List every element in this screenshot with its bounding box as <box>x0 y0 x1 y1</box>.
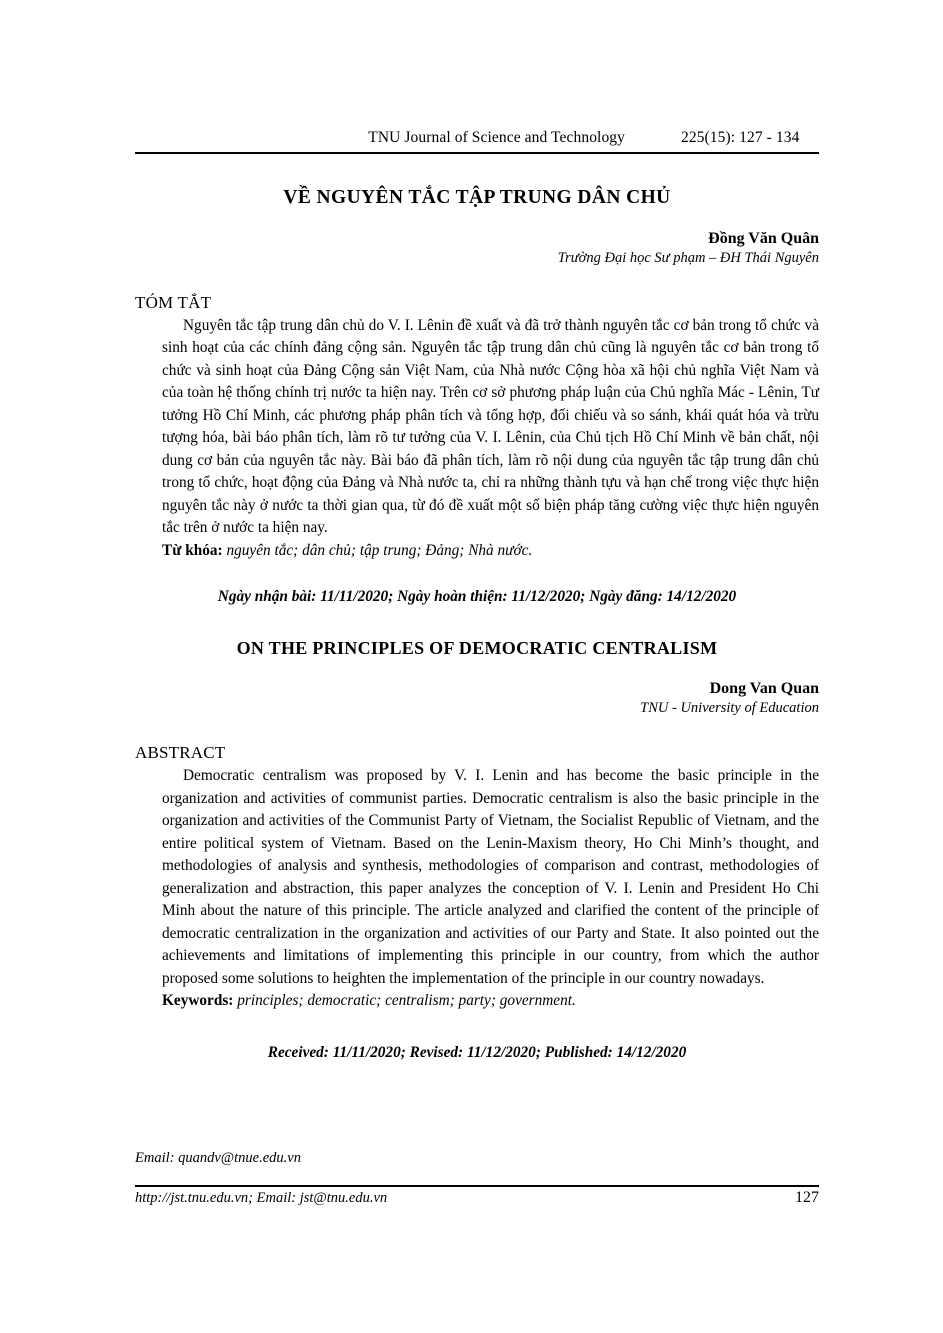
publication-dates-english: Received: 11/11/2020; Revised: 11/12/2020; Published: 14/12/2020 <box>267 1043 687 1061</box>
keywords-english-label: Keywords: <box>162 992 234 1010</box>
keywords-vietnamese-value: nguyên tắc; dân chủ; tập trung; Đảng; Nhà nước. <box>226 541 533 559</box>
keywords-english <box>162 990 819 1012</box>
journal-website-line: http://jst.tnu.edu.vn; Email: jst@tnu.edu.vn <box>135 1190 388 1206</box>
section-heading-abstract: ABSTRACT <box>135 743 226 763</box>
page-title-english: ON THE PRINCIPLES OF DEMOCRATIC CENTRALISM <box>236 638 718 659</box>
author-name-vietnamese: Đồng Văn Quân <box>708 230 819 247</box>
author-affiliation-english: TNU - University of Education <box>640 700 819 717</box>
footer-divider <box>135 1185 819 1187</box>
keywords-vietnamese <box>162 540 819 562</box>
author-name-english: Dong Van Quan <box>709 680 819 698</box>
header-divider <box>135 152 819 154</box>
journal-name: TNU Journal of Science and Technology <box>368 129 625 146</box>
abstract-english <box>135 765 819 1012</box>
page-content <box>135 0 819 1062</box>
page-footer <box>135 1189 819 1207</box>
publication-dates-vietnamese: Ngày nhận bài: 11/11/2020; Ngày hoàn thiện: 11/12/2020; Ngày đăng: 14/12/2020 <box>217 588 737 606</box>
section-heading-tom-tat: TÓM TẮT <box>135 293 212 312</box>
page-title-vietnamese: VỀ NGUYÊN TẮC TẬP TRUNG DÂN CHỦ <box>283 187 671 208</box>
abstract-english-text: Democratic centralism was proposed by V. I. Lenin and has become the basic principle in the organization and activities of communist parties. Democratic centralism is also the basic principle in the organization and activities of the Communist Party of Vietnam, the Socialist Republic of Vietnam, and the entire political system of Vietnam. Based on the Lenin-Maxism theory, Ho Chi Minh’s thought, and methodologies of analysis and synthesis, methodologies of comparison and contrast, methodologies of generalization and abstraction, this paper analyzes the conception of V. I. Lenin and President Ho Chi Minh about the nature of this principle. The article analyzed and clarified the content of the principle of democratic centralization in the organization and activities of our Party and State. It also pointed out the achievements and limitations of implementing this principle in our country, from which the author proposed some solutions to heighten the implementation of the principle in our country nowadays. <box>162 767 819 987</box>
issue-citation: 225(15): 127 - 134 <box>681 129 800 146</box>
page-number: 127 <box>795 1189 819 1206</box>
corresponding-email-note: Email: quandv@tnue.edu.vn <box>135 1150 301 1166</box>
abstract-vietnamese-text: Nguyên tắc tập trung dân chủ do V. I. Lênin đề xuất và đã trở thành nguyên tắc cơ bản trong tổ chức và sinh hoạt của các chính đảng cộng sản. Nguyên tắc tập trung dân chủ cũng là nguyên tắc cơ bản trong tổ chức và sinh hoạt của Đảng Cộng sản Việt Nam, của Nhà nước Cộng hòa xã hội chủ nghĩa Việt Nam và của toàn hệ thống chính trị nước ta hiện nay. Trên cơ sở phương pháp luận của Chủ nghĩa Mác - Lênin, Tư tưởng Hồ Chí Minh, các phương pháp phân tích và tổng hợp, đối chiếu và so sánh, khái quát hóa và trừu tượng hóa, bài báo phân tích, làm rõ tư tưởng của V. I. Lênin, của Chủ tịch Hồ Chí Minh về bản chất, nội dung cơ bản của nguyên tắc này. Bài báo đã phân tích, làm rõ nội dung của nguyên tắc tập trung dân chủ trong tổ chức, hoạt động của Đảng và Nhà nước ta, chỉ ra những thành tựu và hạn chế trong việc thực hiện nguyên tắc này ở nước ta thời gian qua, từ đó đề xuất một số biện pháp tăng cường việc thực hiện nguyên tắc trên ở nước ta hiện nay. <box>162 317 819 537</box>
author-affiliation-vietnamese: Trường Đại học Sư phạm – ĐH Thái Nguyên <box>557 250 819 266</box>
abstract-vietnamese <box>135 315 819 562</box>
keywords-english-value: principles; democratic; centralism; party; government. <box>237 992 576 1010</box>
running-head <box>135 125 819 147</box>
keywords-vietnamese-label: Từ khóa: <box>162 541 223 559</box>
